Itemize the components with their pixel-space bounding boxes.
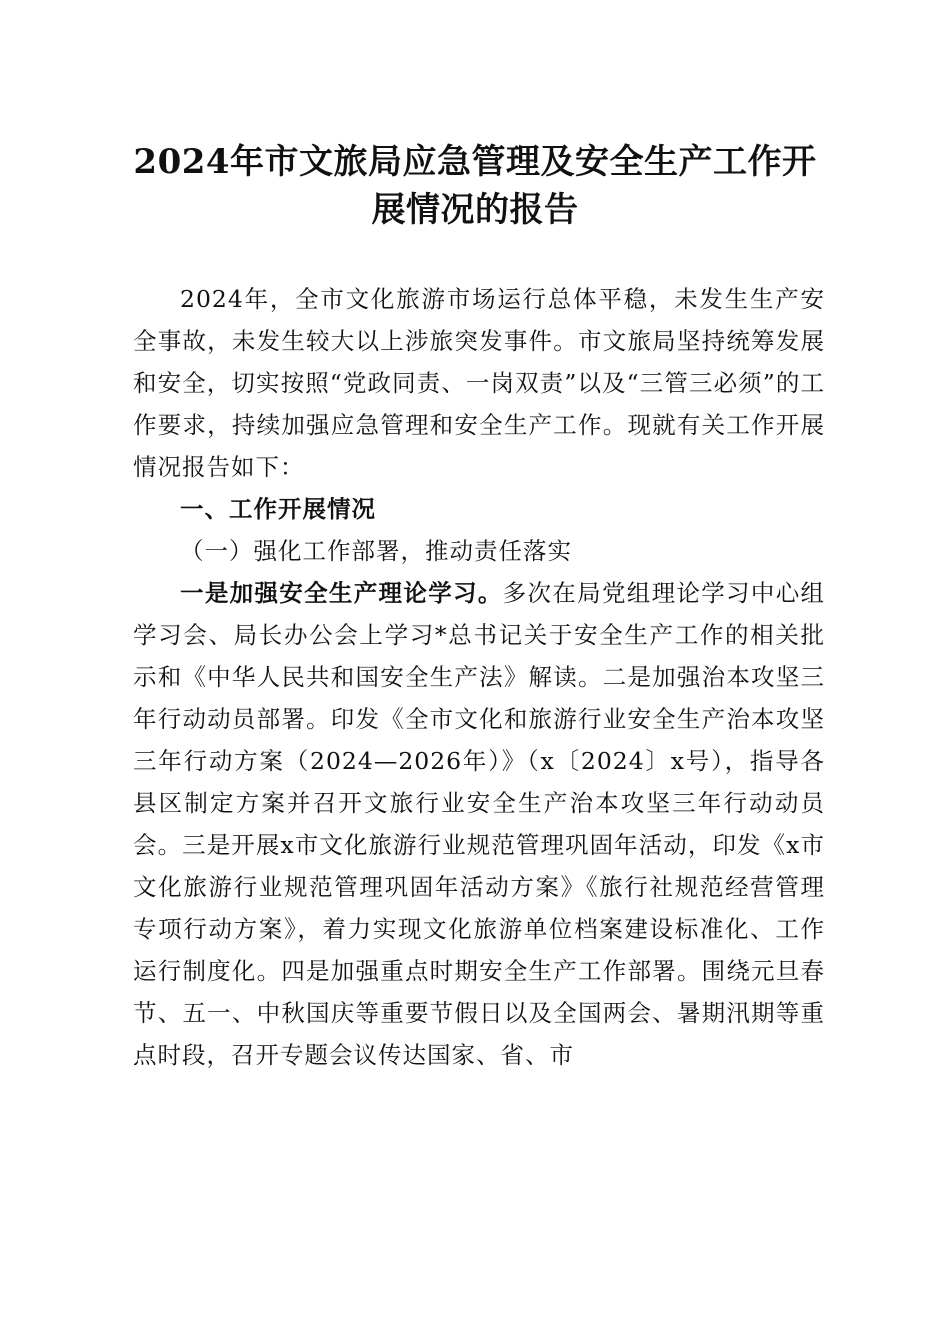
subsection-heading: （一）强化工作部署，推动责任落实 [180, 537, 572, 565]
intro-paragraph: 2024年，全市文化旅游市场运行总体平稳，未发生生产安全事故，未发生较大以上涉旅突发事件。市文旅局坚持统筹发展和安全，切实按照“党政同责、一岗双责”以及“三管三必须”的工作要求，持续加强应急管理和安全生产工作。现就有关工作开展情况报告如下： [133, 285, 825, 481]
paragraph-text: 多次在局党组理论学习中心组学习会、局长办公会上学习*总书记关于安全生产工作的相关批示和《中华人民共和国安全生产法》解读。二是加强治本攻坚三年行动动员部署。印发《全市文化和旅游行业安全生产治本攻坚三年行动方案（2024—2026年）》（x〔2024〕x号），指导各县区制定方案并召开文旅行业安全生产治本攻坚三年行动动员会。三是开展x市文化旅游行业规范管理巩固年活动，印发《x市文化旅游行业规范管理巩固年活动方案》《旅行社规范经营管理专项行动方案》，着力实现文化旅游单位档案建设标准化、工作运行制度化。四是加强重点时期安全生产工作部署。围绕元旦春节、五一、中秋国庆等重要节假日以及全国两会、暑期汛期等重点时段，召开专题会议传达国家、省、市 [133, 579, 826, 1069]
body-paragraph [133, 572, 825, 1076]
paragraph-lead: 一是加强安全生产理论学习。 [180, 579, 503, 607]
section-heading: 一、工作开展情况 [180, 495, 376, 523]
document-title: 2024年市文旅局应急管理及安全生产工作开展情况的报告 [133, 142, 817, 230]
document-body [133, 278, 825, 1076]
